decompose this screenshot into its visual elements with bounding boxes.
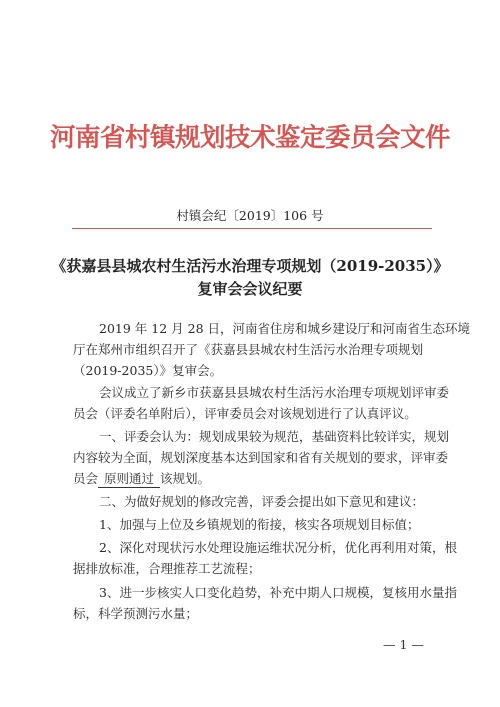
paragraph-meeting-info: [73, 318, 470, 381]
text-line: 一、评委会认为：规划成果较为规范，基础资料比较详实，规划: [99, 429, 450, 444]
paragraph-suggestion-2: [73, 537, 457, 579]
red-divider-line: [72, 228, 432, 229]
page-number: — 1 —: [383, 637, 424, 652]
document-title-line-2: 复审会会议纪要: [197, 280, 303, 298]
text-line: 3、进一步核实人口变化趋势，补充中期人口规模，复核用水量指: [99, 585, 457, 600]
text-line: 标，科学预测污水量；: [73, 606, 199, 621]
conclusion-prefix: 员会: [73, 471, 99, 486]
text-line: 二、为做好规划的修改完善，评委会提出如下意见和建议：: [99, 494, 425, 509]
document-number: 村镇会纪〔2019〕106 号: [176, 208, 324, 223]
paragraph-committee: [73, 382, 450, 424]
text-line: 会议成立了新乡市获嘉县县城农村生活污水治理专项规划评审委: [99, 385, 450, 400]
text-line: 据排放标准，合理推荐工艺流程；: [73, 561, 261, 576]
text-line: 2、深化对现状污水处理设施运维状况分析，优化再利用对策，根: [99, 540, 457, 555]
text-line: 厅在郑州市组织召开了《获嘉县县城农村生活污水治理专项规划: [73, 342, 424, 357]
conclusion-suffix: 该规划。: [160, 471, 211, 486]
text-line: 员会（评委名单附后），评审委员会对该规划进行了认真评议。: [73, 406, 417, 421]
paragraph-suggestions-intro: [73, 491, 437, 512]
paragraph-suggestion-3: [73, 582, 457, 624]
paragraph-suggestion-1: [73, 514, 437, 535]
text-line: 1、加强与上位及乡镇规划的衔接，核实各项规划目标值；: [99, 517, 420, 532]
text-line: 内容较为全面，规划深度基本达到国家和省有关规划的要求，评审委: [73, 450, 449, 465]
paragraph-assessment: [73, 426, 450, 489]
document-title-line-1: 《获嘉县县城农村生活污水治理专项规划（2019-2035）》: [51, 257, 449, 275]
text-line: （2019-2035）》复审会。: [73, 363, 223, 378]
text-line: 2019 年 12 月 28 日，河南省住房和城乡建设厅和河南省生态环境: [99, 321, 470, 336]
text-line-conclusion: [73, 468, 437, 489]
conclusion-result-field: 原则通过: [98, 471, 160, 488]
letterhead-title: 河南省村镇规划技术鉴定委员会文件: [49, 123, 450, 153]
